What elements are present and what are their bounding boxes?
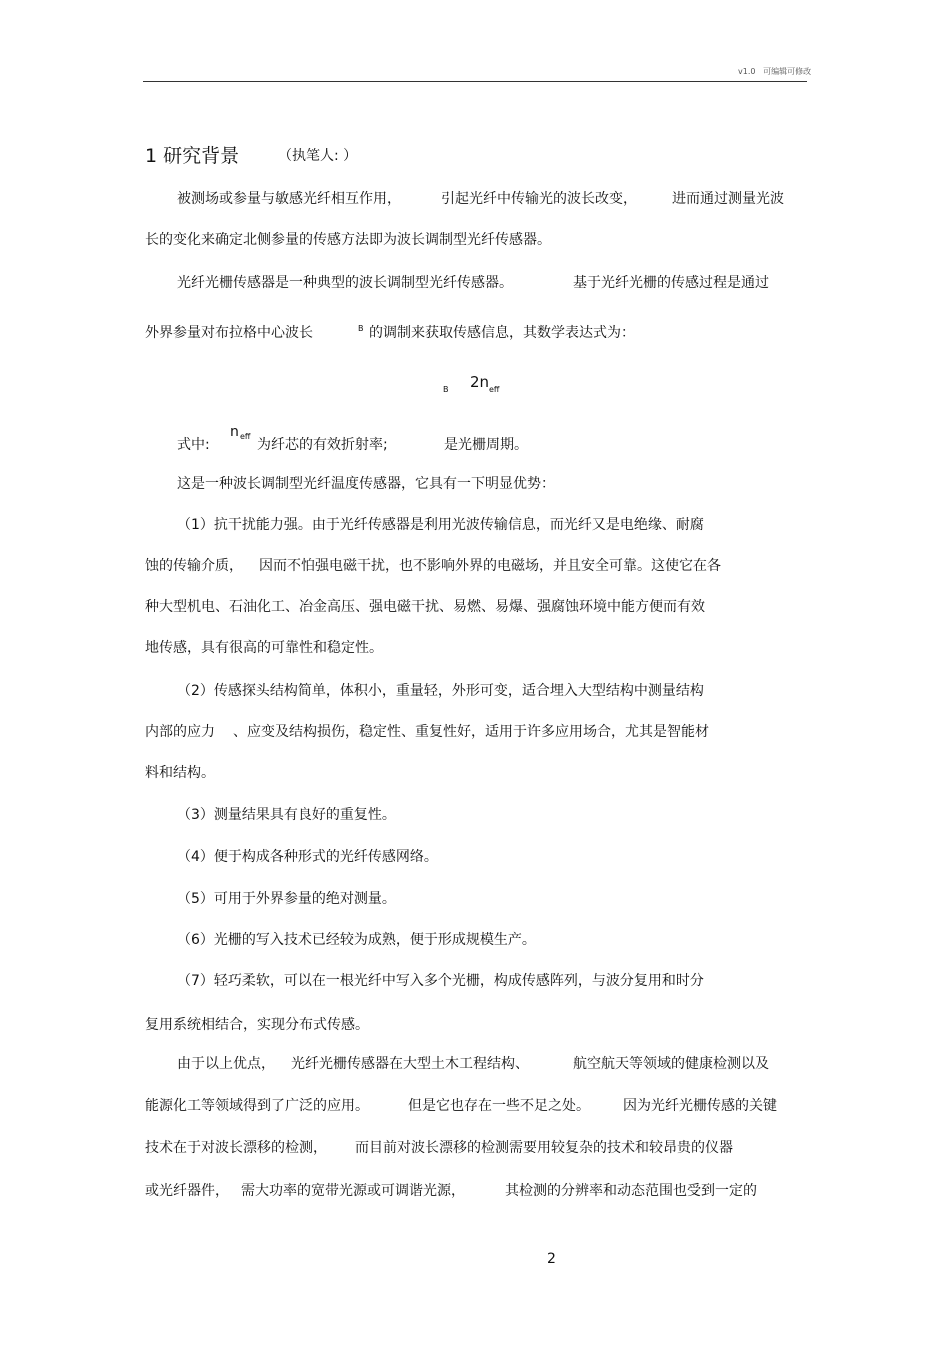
formula-2n: 2n <box>470 373 490 391</box>
para2-line2b: 的调制来获取传感信息，其数学表达式为： <box>369 325 635 341</box>
defs-n: n <box>230 424 239 440</box>
header-edit-note: 可编辑可修改 <box>763 67 812 76</box>
final-l1a: 由于以上优点， <box>177 1056 275 1072</box>
page-header <box>738 66 811 77</box>
defs-label: 式中: <box>177 437 210 453</box>
page-number: 2 <box>547 1251 556 1267</box>
section-author: （执笔人: ） <box>278 148 358 164</box>
adv4: （4）便于构成各种形式的光纤传感网络。 <box>177 849 438 865</box>
adv1-line3: 种大型机电、石油化工、冶金高压、强电磁干扰、易燃、易爆、强腐蚀环境中能方便而有效 <box>145 599 705 615</box>
para1-seg3: 进而通过测量光波 <box>672 191 784 207</box>
final-l1c: 航空航天等领域的健康检测以及 <box>573 1056 769 1072</box>
final-l2c: 因为光纤光栅传感的关键 <box>623 1098 777 1114</box>
header-rule <box>143 81 807 82</box>
defs-eff: eff <box>240 432 251 441</box>
para1-line2: 长的变化来确定北侧参量的传感方法即为波长调制型光纤传感器。 <box>145 232 551 248</box>
header-version: v1.0 <box>738 67 756 76</box>
final-l1b: 光纤光栅传感器在大型土木工程结构、 <box>291 1056 529 1072</box>
advantages-intro: 这是一种波长调制型光纤温度传感器，它具有一下明显优势： <box>177 476 555 492</box>
adv1-line2b: 因而不怕强电磁干扰，也不影响外界的电磁场，并且安全可靠。这使它在各 <box>259 558 721 574</box>
adv7-line2: 复用系统相结合，实现分布式传感。 <box>145 1017 369 1033</box>
final-l3b: 而目前对波长漂移的检测需要用较复杂的技术和较昂贵的仪器 <box>355 1140 733 1156</box>
para1-seg1: 被测场或参量与敏感光纤相互作用， <box>177 191 401 207</box>
adv7-line1: （7）轻巧柔软，可以在一根光纤中写入多个光栅，构成传感阵列，与波分复用和时分 <box>177 973 704 989</box>
adv2-line2a: 内部的应力 <box>145 724 215 740</box>
section-title: 1 研究背景 <box>145 145 240 167</box>
defs-text1: 为纤芯的有效折射率; <box>257 437 388 453</box>
adv2-line1: （2）传感探头结构简单，体积小，重量轻，外形可变，适合埋入大型结构中测量结构 <box>177 683 704 699</box>
final-l4b: 需大功率的宽带光源或可调谐光源， <box>241 1183 465 1199</box>
lambda-b-subscript: B <box>358 324 364 333</box>
para2-seg1: 光纤光栅传感器是一种典型的波长调制型光纤传感器。 <box>177 275 513 291</box>
para2-line2a: 外界参量对布拉格中心波长 <box>145 325 313 341</box>
final-l4a: 或光纤器件， <box>145 1183 229 1199</box>
para2-seg2: 基于光纤光栅的传感过程是通过 <box>573 275 769 291</box>
final-l2a: 能源化工等领域得到了广泛的应用。 <box>145 1098 369 1114</box>
adv1-line1: （1）抗干扰能力强。由于光纤传感器是利用光波传输信息，而光纤又是电绝缘、耐腐 <box>177 517 704 533</box>
final-l4c: 其检测的分辨率和动态范围也受到一定的 <box>505 1183 757 1199</box>
adv2-line2b: 、应变及结构损伤，稳定性、重复性好，适用于许多应用场合，尤其是智能材 <box>233 724 709 740</box>
defs-text2: 是光栅周期。 <box>444 437 528 453</box>
final-l2b: 但是它也存在一些不足之处。 <box>408 1098 590 1114</box>
formula-subscript-b: B <box>443 385 449 394</box>
adv3: （3）测量结果具有良好的重复性。 <box>177 807 396 823</box>
adv5: （5）可用于外界参量的绝对测量。 <box>177 891 396 907</box>
adv6: （6）光栅的写入技术已经较为成熟，便于形成规模生产。 <box>177 932 536 948</box>
formula-eff: eff <box>489 385 500 394</box>
para1-seg2: 引起光纤中传输光的波长改变， <box>441 191 637 207</box>
adv2-line3: 料和结构。 <box>145 765 215 781</box>
final-l3a: 技术在于对波长漂移的检测， <box>145 1140 327 1156</box>
adv1-line4: 地传感，具有很高的可靠性和稳定性。 <box>145 640 383 656</box>
adv1-line2a: 蚀的传输介质， <box>145 558 243 574</box>
